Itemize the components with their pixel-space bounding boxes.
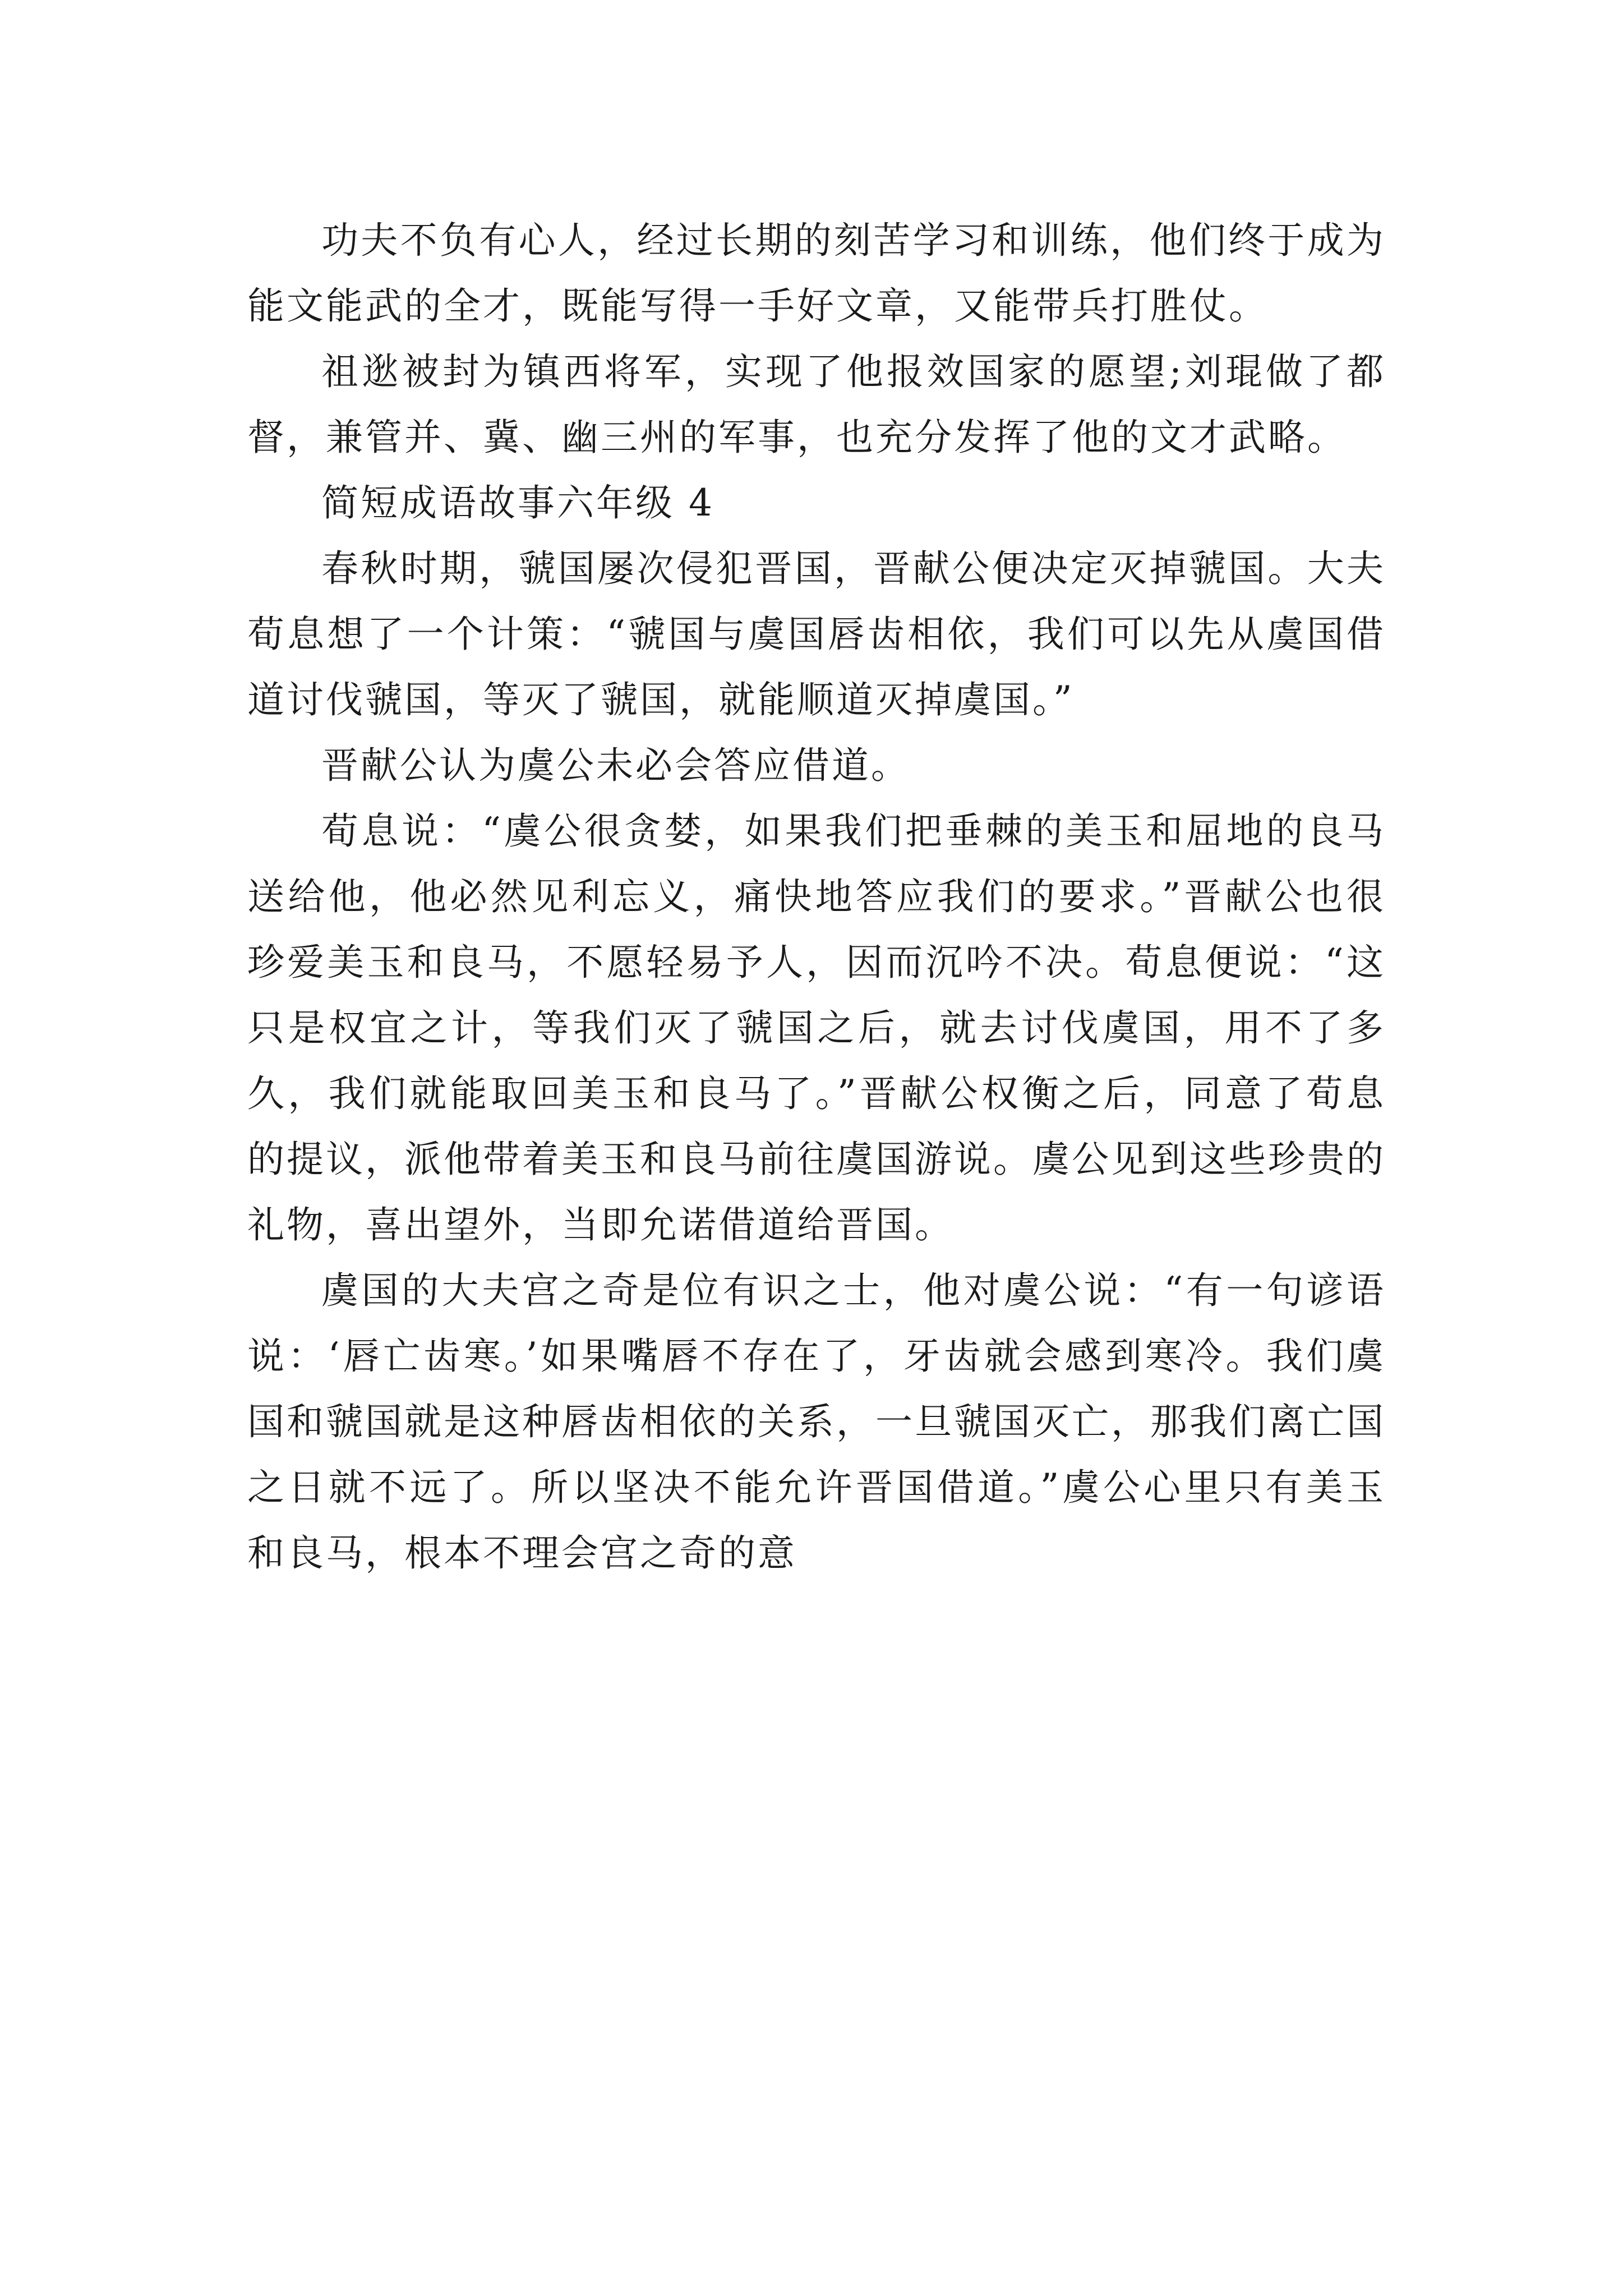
document-body [247, 208, 1386, 1586]
section-title: 简短成语故事六年级 4 [321, 481, 714, 524]
paragraph-spring-autumn: 春秋时期，虢国屡次侵犯晋国，晋献公便决定灭掉虢国。大夫荀息想了一个计策：“虢国与虞国唇齿相依，我们可以先从虞国借道讨伐虢国，等灭了虢国，就能顺道灭掉虞国。” [247, 547, 1386, 721]
paragraph-hard-work: 功夫不负有心人，经过长期的刻苦学习和训练，他们终于成为能文能武的全才，既能写得一手好文章，又能带兵打胜仗。 [247, 219, 1386, 328]
paragraph-duke-doubt: 晋献公认为虞公未必会答应借道。 [321, 744, 910, 787]
paragraph-zu-ti-liu-kun: 祖逖被封为镇西将军，实现了他报效国家的愿望;刘琨做了都督，兼管并、冀、幽三州的军事，也充分发挥了他的文才武略。 [247, 350, 1386, 459]
paragraph-xun-xi-plan: 荀息说：“虞公很贪婪，如果我们把垂棘的美玉和屈地的良马送给他，他必然见利忘义，痛快地答应我们的要求。”晋献公也很珍爱美玉和良马，不愿轻易予人，因而沉吟不决。荀息便说：“这只是权宜之计，等我们灭了虢国之后，就去讨伐虞国，用不了多久，我们就能取回美玉和良马了。”晋献公权衡之后，同意了荀息的提议，派他带着美玉和良马前往虞国游说。虞公见到这些珍贵的礼物，喜出望外，当即允诺借道给晋国。 [247, 809, 1386, 1246]
paragraph-gong-zhi-qi: 虞国的大夫宫之奇是位有识之士，他对虞公说：“有一句谚语说：‘唇亡齿寒。’如果嘴唇不存在了，牙齿就会感到寒冷。我们虞国和虢国就是这种唇齿相依的关系，一旦虢国灭亡，那我们离亡国之日就不远了。所以坚决不能允许晋国借道。”虞公心里只有美玉和良马，根本不理会宫之奇的意 [247, 1269, 1386, 1575]
